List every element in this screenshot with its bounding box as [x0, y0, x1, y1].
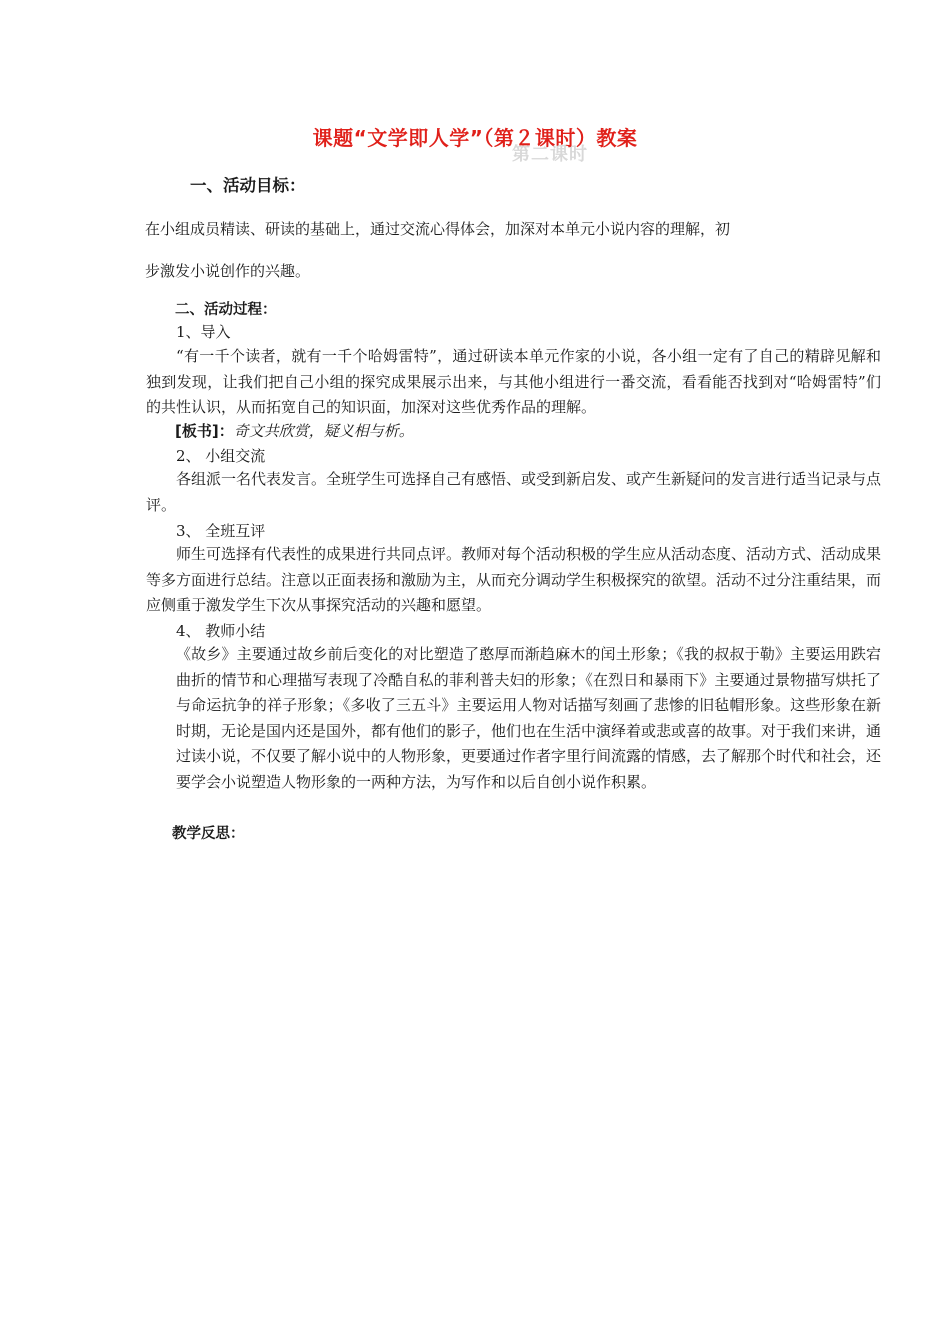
- step-label-intro: 1、导入: [176, 323, 231, 341]
- goals-text-line1: 在小组成员精读、研读的基础上，通过交流心得体会，加深对本单元小说内容的理解，初: [145, 220, 731, 238]
- step-label-summary: 4、 教师小结: [176, 622, 266, 640]
- step-text-class: 师生可选择有代表性的成果进行共同点评。教师对每个活动积极的学生应从活动态度、活动方式、活动成果等多方面进行总结。注意以正面表扬和激励为主，从而充分调动学生积极探究的欲望。活动不过分注重结果，而应侧重于激发学生下次从事探究活动的兴趣和愿望。: [146, 545, 882, 614]
- step-text-summary: 《故乡》主要通过故乡前后变化的对比塑造了憨厚而渐趋麻木的闰土形象；《我的叔叔于勒》主要运用跌宕曲折的情节和心理描写表现了冷酷自私的菲利普夫妇的形象；《在烈日和暴雨下》主要通过景物描写烘托了与命运抗争的祥子形象；《多收了三五斗》主要运用人物对话描写刻画了悲惨的旧毡帽形象。这些形象在新时期，无论是国内还是国外，都有他们的影子，他们也在生活中演绎着或悲或喜的故事。对于我们来讲，通过读小说，不仅要了解小说中的人物形象，更要通过作者字里行间流露的情感，去了解那个时代和社会，还要学会小说塑造人物形象的一两种方法，为写作和以后自创小说作积累。: [176, 645, 882, 791]
- step-label-class: 3、 全班互评: [176, 522, 266, 540]
- blackboard-note: [175, 420, 414, 441]
- page-title: 课题“文学即人学”（第２课时）教案: [312, 126, 638, 150]
- goals-text-line2: 步激发小说创作的兴趣。: [145, 262, 311, 280]
- section-heading-goals: 一、活动目标：: [190, 176, 306, 195]
- faint-overprint-text: 第二课时: [512, 144, 588, 165]
- section-heading-process: 二、活动过程：: [175, 302, 277, 318]
- blackboard-label: [板书]：: [175, 422, 234, 440]
- blackboard-text: 奇文共欣赏，疑义相与析。: [233, 422, 414, 440]
- section-heading-reflection: 教学反思：: [172, 826, 245, 842]
- step-label-group: 2、 小组交流: [176, 447, 266, 465]
- step-text-intro: “有一千个读者，就有一千个哈姆雷特”，通过研读本单元作家的小说，各小组一定有了自己的精辟见解和独到发现，让我们把自己小组的探究成果展示出来，与其他小组进行一番交流，看看能否找到对“哈姆雷特”们的共性认识，从而拓宽自己的知识面，加深对这些优秀作品的理解。: [146, 347, 881, 416]
- step-text-group: 各组派一名代表发言。全班学生可选择自己有感悟、或受到新启发、或产生新疑问的发言进行适当记录与点评。: [146, 470, 882, 514]
